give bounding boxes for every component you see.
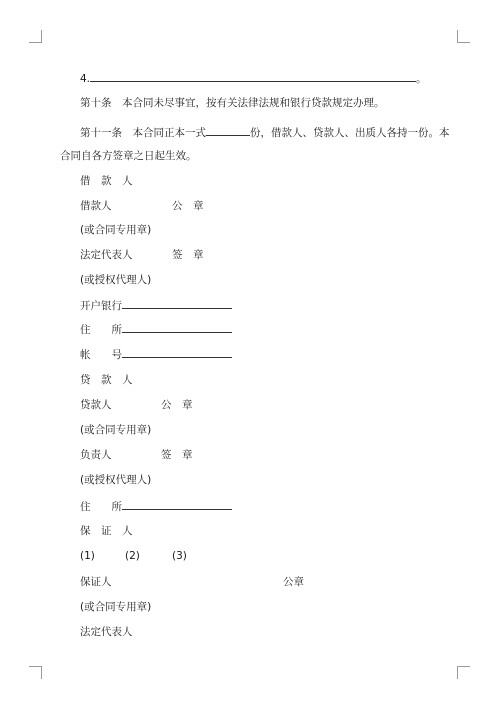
guarantor-seal: 公章: [283, 576, 304, 588]
lender-label: 贷款人: [80, 399, 112, 411]
crop-mark-bottom-right: [457, 666, 470, 679]
borrower-heading: 借 款 人: [80, 175, 133, 187]
guarantor-number-2: (2): [125, 550, 140, 562]
account-line: [80, 347, 232, 361]
article-11-part-b: 份，借款人、贷款人、出质人各持一份。本: [250, 127, 450, 139]
item-4-end: 。: [416, 73, 427, 85]
bank-line: [80, 298, 232, 312]
guarantor-number-3: (3): [172, 550, 187, 562]
guarantor-heading: 保 证 人: [80, 525, 133, 537]
address-blank: [122, 322, 232, 333]
article-10: 第十条 本合同未尽事宜，按有关法律法规和银行贷款规定办理。: [80, 97, 385, 109]
item-4-line: [80, 71, 427, 85]
lender-seal: 公 章: [161, 399, 193, 411]
borrower-legal-rep: 法定代表人: [80, 249, 133, 261]
crop-mark-bottom-left: [29, 666, 42, 679]
lender-address-line: [80, 499, 232, 513]
account-blank: [122, 347, 232, 358]
lender-contract-seal: (或合同专用章): [80, 424, 152, 436]
address-label: 住 所: [80, 324, 122, 336]
borrower-address-line: [80, 322, 232, 336]
lender-heading: 贷 款 人: [80, 374, 133, 386]
article-11-line-1: [80, 125, 450, 139]
crop-mark-top-right: [457, 30, 470, 43]
lender-sign: 签 章: [161, 449, 193, 461]
item-4-blank: [90, 71, 416, 82]
lender-authorized: (或授权代理人): [80, 474, 152, 486]
bank-blank: [122, 298, 232, 309]
borrower-contract-seal: (或合同专用章): [80, 224, 152, 236]
borrower-seal: 公 章: [172, 200, 204, 212]
guarantor-legal-rep: 法定代表人: [80, 626, 133, 638]
lender-address-label: 住 所: [80, 501, 122, 513]
guarantor-contract-seal: (或合同专用章): [80, 601, 152, 613]
bank-label: 开户银行: [80, 300, 122, 312]
borrower-authorized: (或授权代理人): [80, 274, 152, 286]
article-11-line-2: 合同自各方签章之日起生效。: [60, 150, 197, 162]
article-11-part-a: 第十一条 本合同正本一式: [80, 127, 206, 139]
guarantor-number-1: (1): [80, 550, 95, 562]
lender-address-blank: [122, 499, 232, 510]
item-4-number: 4.: [80, 73, 91, 85]
borrower-sign: 签 章: [172, 249, 204, 261]
lender-responsible: 负责人: [80, 449, 112, 461]
guarantor-label: 保证人: [80, 576, 112, 588]
crop-mark-top-left: [29, 30, 42, 43]
borrower-label: 借款人: [80, 200, 112, 212]
article-11-copies-blank: [206, 125, 250, 136]
account-label: 帐 号: [80, 349, 122, 361]
